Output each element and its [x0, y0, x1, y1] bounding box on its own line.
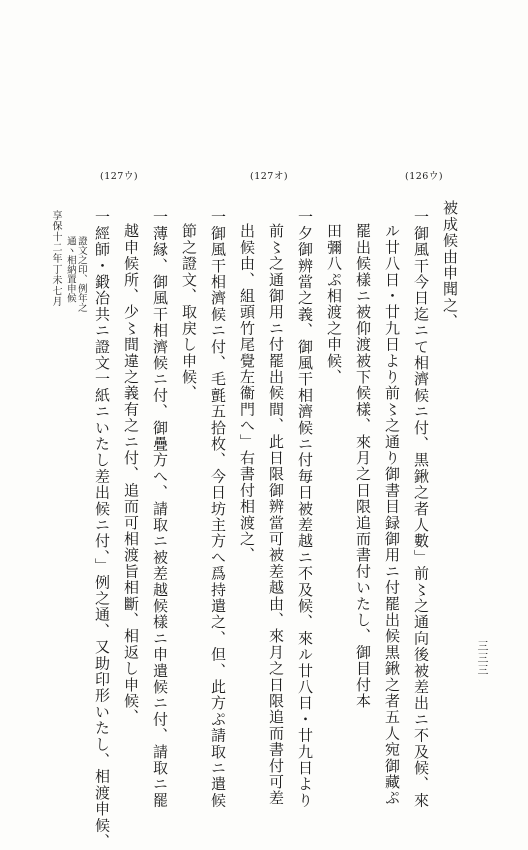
text-column: 一御風干今日迄ニて相濟候ニ付、黒鍬之者人數」前〻之通向後被差出ニ不及候、來 — [412, 209, 430, 809]
text-column: 越申候所、少〻間違之義有之ニ付、追而可相渡旨相斷、相返し申候、 — [122, 223, 140, 726]
text-column: 一御風干相濟候ニ付、毛氈五拾枚、今日坊主方へ爲持遣之、但、此方ぷ請取ニ遣候 — [209, 209, 227, 809]
text-column: 一夕御辨當之義、御風干相濟候ニ付毎日被差越ニ不及候、來ル廿八日・廿九日より — [296, 209, 314, 809]
text-column: 節之證文、取戻し申候、 — [180, 223, 198, 402]
text-column: 罷出候樣ニ被仰渡被下候樣、來月之日限追而書付いたし、御目付本 — [354, 223, 372, 709]
text-column: 一經師・鍛冶共ニ證文一紙ニいたし差出候ニ付、」例之通、又助印形いたし、相渡申候、 — [93, 209, 111, 850]
page-ref-left: (127ウ) — [100, 171, 139, 182]
text-column: ル廿八日・廿九日より前〻之通り御書目録御用ニ付罷出候黒鍬之者五人宛御藏ぷ — [383, 223, 401, 807]
text-column: 出候由、組頭竹尾覺左衞門へ」右書付相渡之、 — [238, 223, 256, 564]
note-line-2: 通ヽ相納置申候 — [64, 236, 76, 303]
page-ref-middle: (127オ) — [250, 171, 289, 182]
page-ref-right: (126ウ) — [405, 171, 444, 182]
annotation-note — [64, 236, 86, 312]
page-number: 三三三 — [476, 640, 489, 676]
text-column: 一薄縁、御風干相濟候ニ付、御疊方へ、請取ニ被差越候樣ニ申遣候ニ付、請取ニ罷 — [151, 209, 169, 809]
note-line-1: 證文之印、例年之 — [75, 236, 87, 312]
footer-date: 享保十二年丁未七月 — [50, 210, 61, 308]
text-column: 前〻之通御用ニ付罷出候間、此日限御辨當可被差越由、來月之日限追而書付可差 — [267, 223, 285, 807]
text-column: 田彌八ぷ相渡之申候、 — [325, 223, 343, 385]
text-column: 被成候由申聞之、 — [441, 200, 459, 330]
